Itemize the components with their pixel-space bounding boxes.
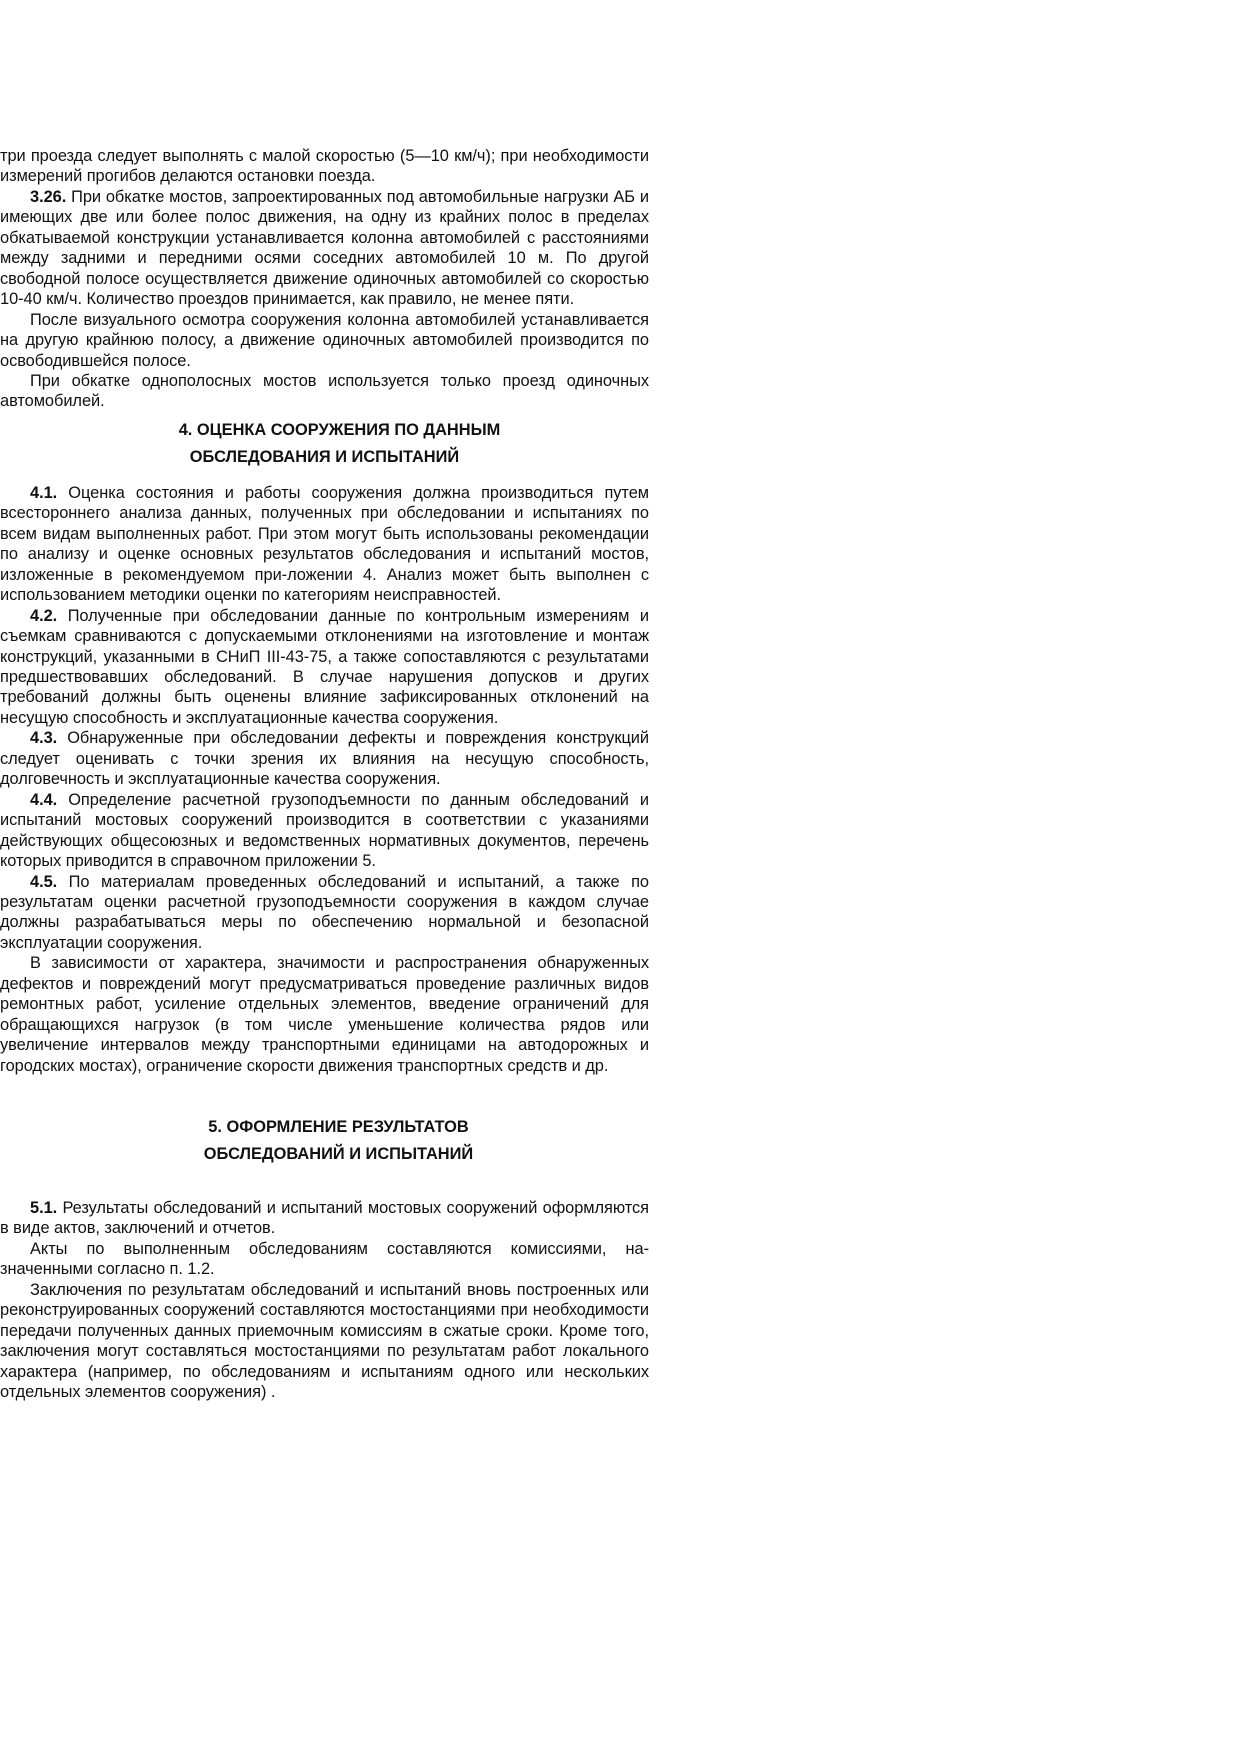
- paragraph-continuation: [0, 146, 649, 187]
- clause-number: 4.1.: [30, 483, 58, 502]
- clause-number: 3.26.: [30, 187, 67, 206]
- paragraph-text: Оценка состояния и работы сооружения должна производиться путем всестороннего анализа данных, полученных при обследовании и испытаниях по всем видам выполненных работ. При этом могут быть использованы рекомендации по анализу и оценке основных результатов обследования и испытаний мостов, изложенные в рекомендуемом при-ложении 4. Анализ может быть выполнен с использованием методики оценки по категориям неисправностей.: [0, 483, 649, 605]
- paragraph-3-26-b: [0, 310, 649, 371]
- paragraph-text: три проезда следует выполнять с малой скоростью (5—10 км/ч); при необходимости измерений прогибов делаются остановки поезда.: [0, 147, 649, 186]
- clause-number: 5.1.: [30, 1199, 58, 1218]
- paragraph-4-5: [0, 872, 649, 954]
- clause-number: 4.3.: [30, 729, 58, 748]
- paragraph-4-3: [0, 728, 649, 789]
- paragraph-4-2: [0, 606, 649, 729]
- clause-number: 4.2.: [30, 606, 58, 625]
- paragraph-text: Определение расчетной грузоподъемности по данным обследований и испытаний мостовых сооружений производится в соответствии с указаниями действующих общесоюзных и ведомственных нормативных документов, перечень которых приводится в справочном приложении 5.: [0, 790, 649, 871]
- paragraph-text: При обкатке мостов, запроектированных под автомобильные нагрузки АБ и имеющих две или более полос движения, на одну из крайних полос в пределах обкатываемой конструкции устанавливается колонна автомобилей с расстояниями между задними и передними осями соседних автомобилей 10 м. По другой свободной полосе осуществляется движение одиночных автомобилей со скоростью 10-40 км/ч. Количество проездов принимается, как правило, не менее пяти.: [0, 187, 649, 309]
- section-4-title-line-1: 4. ОЦЕНКА СООРУЖЕНИЯ ПО ДАННЫМ: [178, 420, 501, 439]
- paragraph-5-1: [0, 1198, 649, 1239]
- paragraph-text: После визуального осмотра сооружения колонна автомобилей устанавливается на другую крайнюю полосу, а движение одиночных автомобилей производится по освободившейся полосе.: [0, 310, 649, 370]
- paragraph-text: Акты по выполненным обследованиям составляются комиссиями, на-значенными согласно п. 1.2.: [0, 1239, 649, 1279]
- paragraph-text: Заключения по результатам обследований и испытаний вновь построенных или реконструированных сооружений составляются мостостанциями при необходимости передачи полученных данных приемочным комиссиям в сжатые сроки. Кроме того, заключения могут составляться мостостанциями по результатам работ локального характера (например, по обследованиям и испытаниям одного или нескольких отдельных элементов сооружения) .: [0, 1280, 649, 1402]
- paragraph-3-26: [0, 187, 649, 310]
- section-4-title-line-2: ОБСЛЕДОВАНИЯ И ИСПЫТАНИЙ: [189, 447, 460, 466]
- clause-number: 4.4.: [30, 790, 58, 809]
- paragraph-5-1-c: [0, 1280, 649, 1403]
- paragraph-text: Полученные при обследовании данные по контрольным измерениям и съемкам сравниваются с допускаемыми отклонениями на изготовление и монтаж конструкций, указанными в СНиП III-43-75, а также сопоставляются с результатами предшествовавших обследований. В случае нарушения допусков и других требований должны быть оценены влияние зафиксированных отклонений на несущую способность и эксплуатационные качества сооружения.: [0, 606, 649, 727]
- section-4-heading: [0, 417, 649, 471]
- paragraph-4-5-b: [0, 953, 649, 1076]
- paragraph-4-1: [0, 483, 649, 606]
- document-page: [0, 146, 649, 1403]
- clause-number: 4.5.: [30, 872, 58, 891]
- section-5-heading: [0, 1114, 649, 1168]
- paragraph-3-26-c: [0, 371, 649, 412]
- paragraph-text: Обнаруженные при обследовании дефекты и повреждения конструкций следует оценивать с точки зрения их влияния на несущую способность, долговечность и эксплуатационные качества сооружения.: [0, 729, 649, 789]
- section-5-title-line-1: 5. ОФОРМЛЕНИЕ РЕЗУЛЬТАТОВ: [208, 1118, 469, 1137]
- paragraph-text: По материалам проведенных обследований и испытаний, а также по результатам оценки расчетной грузоподъемности сооружения в каждом случае должны разрабатываться меры по обеспечению нормальной и безопасной эксплуатации сооружения.: [0, 872, 649, 952]
- paragraph-text: В зависимости от характера, значимости и распространения обнаруженных дефектов и повреждений могут предусматриваться проведение различных видов ремонтных работ, усиление отдельных элементов, введение ограничений для обращающихся нагрузок (в том числе уменьшение количества рядов или увеличение интервалов между транспортными единицами на автодорожных и городских мостах), ограничение скорости движения транспортных средств и др.: [0, 954, 649, 1075]
- paragraph-5-1-b: [0, 1239, 649, 1280]
- paragraph-text: Результаты обследований и испытаний мостовых сооружений оформляются в виде актов, заключений и отчетов.: [0, 1199, 649, 1238]
- paragraph-text: При обкатке однополосных мостов используется только проезд одиночных автомобилей.: [0, 371, 649, 411]
- section-5-title-line-2: ОБСЛЕДОВАНИЙ И ИСПЫТАНИЙ: [203, 1145, 474, 1164]
- paragraph-4-4: [0, 790, 649, 872]
